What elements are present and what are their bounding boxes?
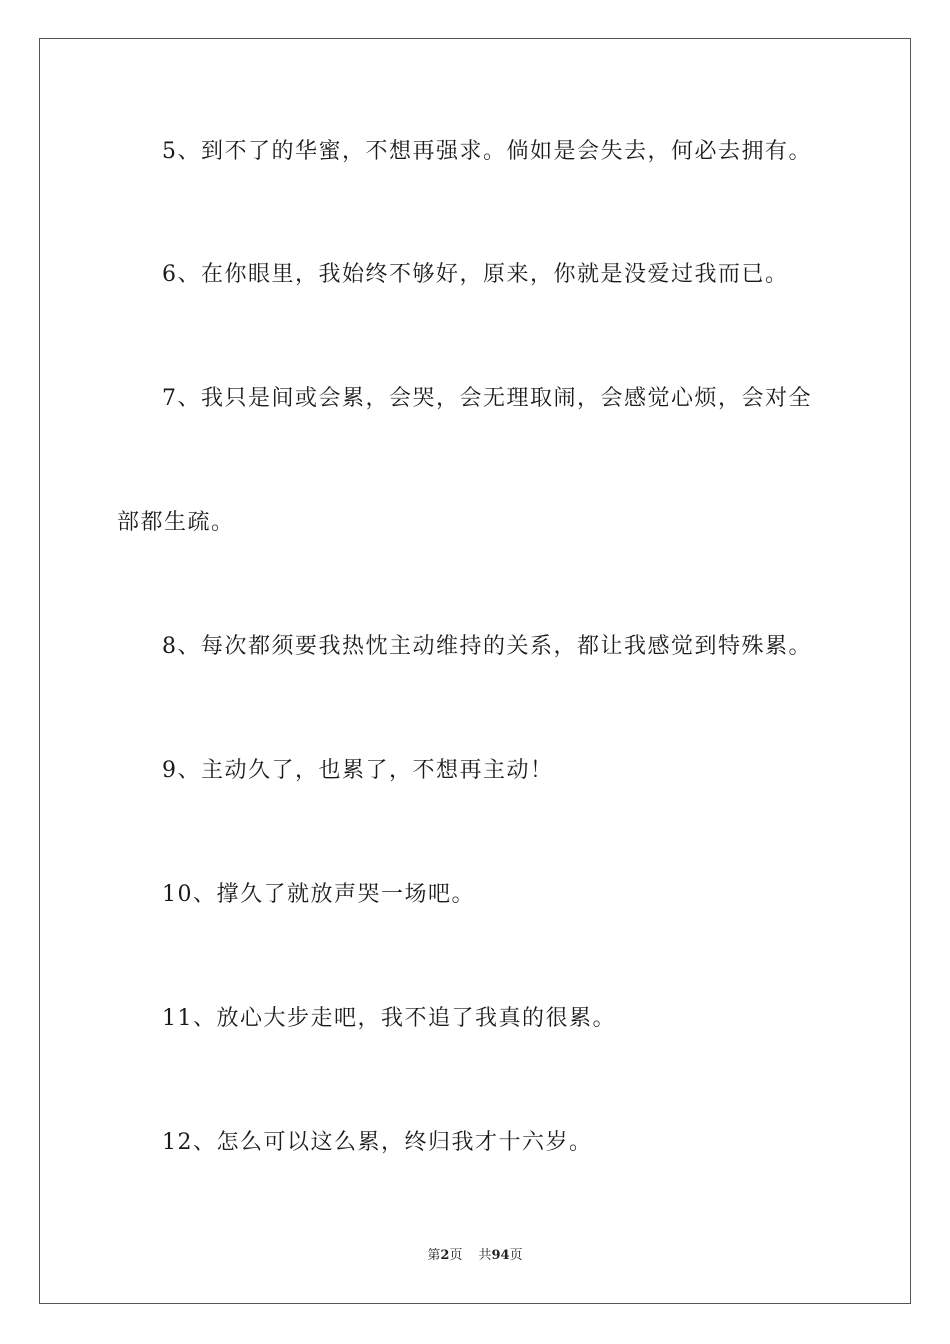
footer-total-suffix: 页: [509, 1248, 523, 1263]
paragraph-12: 12、怎么可以这么累，终归我才十六岁。: [162, 1130, 593, 1155]
footer-page-suffix: 页: [449, 1248, 463, 1263]
paragraph-5: 5、到不了的华蜜，不想再强求。倘如是会失去，何必去拥有。: [162, 139, 812, 164]
paragraph-7-line-1: 7、我只是间或会累，会哭，会无理取闹，会感觉心烦，会对全: [162, 386, 812, 411]
paragraph-11: 11、放心大步走吧，我不追了我真的很累。: [162, 1006, 616, 1031]
paragraph-10: 10、撑久了就放声哭一场吧。: [162, 882, 475, 907]
footer-page-prefix: 第: [427, 1248, 441, 1263]
paragraph-6: 6、在你眼里，我始终不够好，原来，你就是没爱过我而已。: [162, 262, 789, 287]
footer-total-prefix: 共: [478, 1248, 492, 1263]
paragraph-7-line-2: 部都生疏。: [117, 510, 235, 535]
footer-total-pages: 94: [491, 1248, 510, 1263]
paragraph-8: 8、每次都须要我热忱主动维持的关系，都让我感觉到特殊累。: [162, 634, 812, 659]
page-footer: [0, 1247, 950, 1265]
paragraph-9: 9、主动久了，也累了，不想再主动！: [162, 758, 554, 783]
footer-page-number: 2: [440, 1248, 450, 1263]
page-border: [39, 38, 911, 1304]
